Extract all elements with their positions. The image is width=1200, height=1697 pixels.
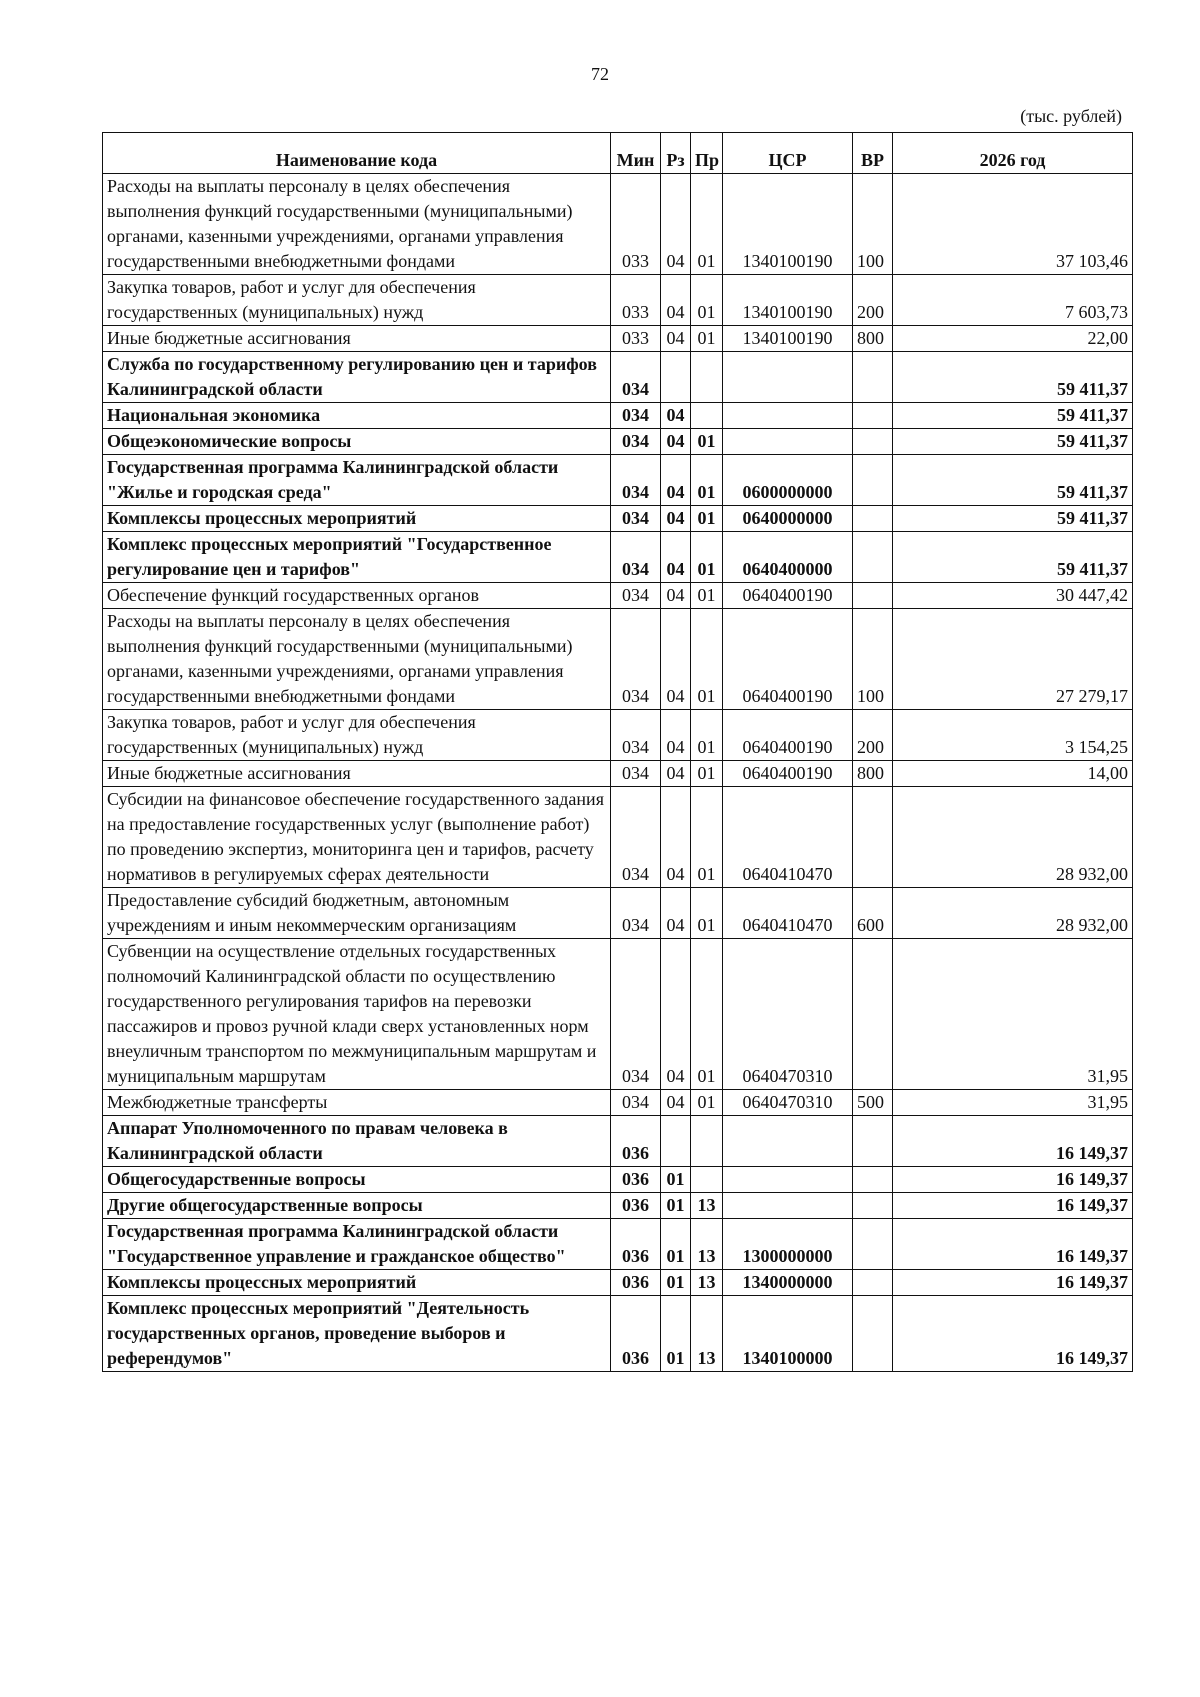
cell-name: Иные бюджетные ассигнования (103, 761, 611, 787)
table-row (103, 787, 1133, 888)
cell-pr: 01 (691, 761, 723, 787)
cell-min: 033 (611, 275, 661, 326)
cell-amount: 37 103,46 (893, 174, 1133, 275)
table-row (103, 1116, 1133, 1167)
cell-amount: 14,00 (893, 761, 1133, 787)
cell-min: 036 (611, 1167, 661, 1193)
cell-amount: 59 411,37 (893, 532, 1133, 583)
cell-pr: 01 (691, 275, 723, 326)
cell-pr: 13 (691, 1270, 723, 1296)
cell-vr (853, 1219, 893, 1270)
cell-vr: 100 (853, 174, 893, 275)
cell-pr: 13 (691, 1219, 723, 1270)
cell-vr (853, 455, 893, 506)
cell-csr (723, 429, 853, 455)
cell-amount: 59 411,37 (893, 506, 1133, 532)
cell-name: Государственная программа Калининградской области "Жилье и городская среда" (103, 455, 611, 506)
cell-pr: 13 (691, 1193, 723, 1219)
table-body (103, 174, 1133, 1372)
cell-name: Национальная экономика (103, 403, 611, 429)
table-row (103, 1193, 1133, 1219)
cell-rz: 04 (661, 583, 691, 609)
cell-vr: 600 (853, 888, 893, 939)
cell-amount: 16 149,37 (893, 1270, 1133, 1296)
cell-amount: 31,95 (893, 1090, 1133, 1116)
cell-vr: 800 (853, 761, 893, 787)
units-label: (тыс. рублей) (1020, 106, 1122, 126)
table-row (103, 1090, 1133, 1116)
table-row (103, 403, 1133, 429)
budget-table (102, 132, 1133, 1372)
cell-csr (723, 1167, 853, 1193)
cell-vr: 200 (853, 275, 893, 326)
cell-vr (853, 1193, 893, 1219)
table-row (103, 609, 1133, 710)
cell-amount: 30 447,42 (893, 583, 1133, 609)
cell-vr (853, 583, 893, 609)
cell-pr: 01 (691, 710, 723, 761)
cell-name: Межбюджетные трансферты (103, 1090, 611, 1116)
cell-pr: 01 (691, 455, 723, 506)
cell-pr (691, 1116, 723, 1167)
cell-csr: 0640400190 (723, 761, 853, 787)
cell-rz: 01 (661, 1296, 691, 1372)
cell-pr (691, 1167, 723, 1193)
table-row (103, 1167, 1133, 1193)
cell-min: 034 (611, 455, 661, 506)
cell-amount: 7 603,73 (893, 275, 1133, 326)
cell-rz (661, 352, 691, 403)
cell-rz: 04 (661, 532, 691, 583)
cell-csr: 0640000000 (723, 506, 853, 532)
cell-csr: 0640410470 (723, 787, 853, 888)
cell-csr (723, 1116, 853, 1167)
table-row (103, 506, 1133, 532)
table-row (103, 1296, 1133, 1372)
cell-vr (853, 1270, 893, 1296)
cell-amount: 31,95 (893, 939, 1133, 1090)
table-row (103, 455, 1133, 506)
col-header-year: 2026 год (893, 133, 1133, 174)
table-row (103, 583, 1133, 609)
cell-min: 036 (611, 1270, 661, 1296)
cell-csr: 1300000000 (723, 1219, 853, 1270)
cell-min: 034 (611, 1090, 661, 1116)
cell-vr: 100 (853, 609, 893, 710)
cell-name: Аппарат Уполномоченного по правам человека в Калининградской области (103, 1116, 611, 1167)
cell-name: Комплексы процессных мероприятий (103, 506, 611, 532)
cell-vr: 800 (853, 326, 893, 352)
cell-rz: 01 (661, 1270, 691, 1296)
cell-vr: 200 (853, 710, 893, 761)
cell-rz: 04 (661, 761, 691, 787)
cell-pr: 01 (691, 787, 723, 888)
table-row (103, 352, 1133, 403)
cell-rz: 04 (661, 275, 691, 326)
cell-min: 033 (611, 326, 661, 352)
cell-rz: 04 (661, 174, 691, 275)
cell-name: Предоставление субсидий бюджетным, автономным учреждениям и иным некоммерческим организациям (103, 888, 611, 939)
cell-csr (723, 403, 853, 429)
cell-min: 034 (611, 710, 661, 761)
cell-name: Закупка товаров, работ и услуг для обеспечения государственных (муниципальных) нужд (103, 710, 611, 761)
cell-amount: 16 149,37 (893, 1219, 1133, 1270)
cell-amount: 27 279,17 (893, 609, 1133, 710)
cell-pr (691, 352, 723, 403)
cell-vr (853, 532, 893, 583)
cell-min: 034 (611, 939, 661, 1090)
cell-rz: 04 (661, 506, 691, 532)
cell-rz: 04 (661, 888, 691, 939)
cell-name: Субвенции на осуществление отдельных государственных полномочий Калининградской области по осуществлению государственного регулирования тарифов на перевозки пассажиров и провоз ручной клади сверх установленных норм внеуличным транспортом по межмуниципальным маршрутам и муниципальным маршрутам (103, 939, 611, 1090)
cell-amount: 59 411,37 (893, 455, 1133, 506)
cell-pr: 13 (691, 1296, 723, 1372)
cell-csr: 1340100190 (723, 275, 853, 326)
table-row (103, 710, 1133, 761)
cell-min: 036 (611, 1116, 661, 1167)
table-row (103, 174, 1133, 275)
cell-pr (691, 403, 723, 429)
cell-rz: 04 (661, 939, 691, 1090)
cell-vr (853, 1116, 893, 1167)
cell-csr (723, 1193, 853, 1219)
cell-min: 034 (611, 403, 661, 429)
cell-rz: 04 (661, 710, 691, 761)
cell-csr: 0600000000 (723, 455, 853, 506)
cell-min: 034 (611, 429, 661, 455)
cell-pr: 01 (691, 1090, 723, 1116)
cell-pr: 01 (691, 609, 723, 710)
cell-vr (853, 1167, 893, 1193)
table-header-row (103, 133, 1133, 174)
cell-name: Расходы на выплаты персоналу в целях обеспечения выполнения функций государственными (муниципальными) органами, казенными учреждениями, органами управления государственными внебюджетными фондами (103, 609, 611, 710)
cell-rz: 04 (661, 1090, 691, 1116)
cell-pr: 01 (691, 583, 723, 609)
cell-amount: 59 411,37 (893, 429, 1133, 455)
cell-csr (723, 352, 853, 403)
cell-vr (853, 429, 893, 455)
table-row (103, 1219, 1133, 1270)
cell-min: 033 (611, 174, 661, 275)
cell-min: 036 (611, 1219, 661, 1270)
table-row (103, 888, 1133, 939)
cell-amount: 59 411,37 (893, 352, 1133, 403)
cell-csr: 0640470310 (723, 1090, 853, 1116)
cell-csr: 0640400190 (723, 710, 853, 761)
cell-amount: 16 149,37 (893, 1296, 1133, 1372)
cell-name: Комплексы процессных мероприятий (103, 1270, 611, 1296)
cell-pr: 01 (691, 532, 723, 583)
cell-amount: 28 932,00 (893, 888, 1133, 939)
cell-rz (661, 1116, 691, 1167)
cell-name: Общегосударственные вопросы (103, 1167, 611, 1193)
cell-name: Комплекс процессных мероприятий "Государственное регулирование цен и тарифов" (103, 532, 611, 583)
col-header-vr: ВР (853, 133, 893, 174)
cell-name: Государственная программа Калининградской области "Государственное управление и гражданское общество" (103, 1219, 611, 1270)
cell-name: Закупка товаров, работ и услуг для обеспечения государственных (муниципальных) нужд (103, 275, 611, 326)
cell-pr: 01 (691, 174, 723, 275)
cell-name: Иные бюджетные ассигнования (103, 326, 611, 352)
cell-vr (853, 939, 893, 1090)
cell-vr (853, 403, 893, 429)
table-row (103, 939, 1133, 1090)
cell-rz: 04 (661, 403, 691, 429)
cell-amount: 16 149,37 (893, 1193, 1133, 1219)
cell-csr: 0640470310 (723, 939, 853, 1090)
cell-name: Субсидии на финансовое обеспечение государственного задания на предоставление государственных услуг (выполнение работ) по проведению экспертиз, мониторинга цен и тарифов, расчету нормативов в регулируемых сферах деятельности (103, 787, 611, 888)
cell-min: 034 (611, 888, 661, 939)
cell-min: 034 (611, 352, 661, 403)
cell-csr: 0640400190 (723, 583, 853, 609)
cell-name: Общеэкономические вопросы (103, 429, 611, 455)
cell-vr (853, 1296, 893, 1372)
cell-min: 034 (611, 609, 661, 710)
table-row (103, 429, 1133, 455)
cell-min: 034 (611, 506, 661, 532)
cell-csr: 1340100190 (723, 326, 853, 352)
cell-rz: 04 (661, 787, 691, 888)
col-header-rz: Рз (661, 133, 691, 174)
cell-pr: 01 (691, 939, 723, 1090)
cell-min: 036 (611, 1296, 661, 1372)
cell-rz: 04 (661, 326, 691, 352)
col-header-min: Мин (611, 133, 661, 174)
cell-csr: 0640400000 (723, 532, 853, 583)
cell-min: 036 (611, 1193, 661, 1219)
cell-amount: 16 149,37 (893, 1116, 1133, 1167)
cell-amount: 28 932,00 (893, 787, 1133, 888)
table-row (103, 1270, 1133, 1296)
cell-amount: 22,00 (893, 326, 1133, 352)
cell-amount: 59 411,37 (893, 403, 1133, 429)
cell-amount: 16 149,37 (893, 1167, 1133, 1193)
cell-pr: 01 (691, 326, 723, 352)
cell-vr (853, 506, 893, 532)
cell-name: Другие общегосударственные вопросы (103, 1193, 611, 1219)
page-number: 72 (591, 64, 609, 84)
cell-csr: 0640410470 (723, 888, 853, 939)
cell-name: Служба по государственному регулированию цен и тарифов Калининградской области (103, 352, 611, 403)
cell-rz: 04 (661, 429, 691, 455)
cell-csr: 1340000000 (723, 1270, 853, 1296)
cell-rz: 04 (661, 455, 691, 506)
table-row (103, 326, 1133, 352)
cell-rz: 01 (661, 1219, 691, 1270)
cell-name: Обеспечение функций государственных органов (103, 583, 611, 609)
col-header-pr: Пр (691, 133, 723, 174)
cell-rz: 01 (661, 1193, 691, 1219)
cell-pr: 01 (691, 888, 723, 939)
cell-name: Комплекс процессных мероприятий "Деятельность государственных органов, проведение выборов и референдумов" (103, 1296, 611, 1372)
table-row (103, 761, 1133, 787)
cell-min: 034 (611, 583, 661, 609)
cell-pr: 01 (691, 506, 723, 532)
cell-name: Расходы на выплаты персоналу в целях обеспечения выполнения функций государственными (муниципальными) органами, казенными учреждениями, органами управления государственными внебюджетными фондами (103, 174, 611, 275)
cell-min: 034 (611, 532, 661, 583)
cell-csr: 1340100000 (723, 1296, 853, 1372)
cell-csr: 0640400190 (723, 609, 853, 710)
cell-min: 034 (611, 787, 661, 888)
cell-min: 034 (611, 761, 661, 787)
cell-vr: 500 (853, 1090, 893, 1116)
table-row (103, 275, 1133, 326)
cell-vr (853, 352, 893, 403)
cell-vr (853, 787, 893, 888)
col-header-csr: ЦСР (723, 133, 853, 174)
cell-csr: 1340100190 (723, 174, 853, 275)
cell-pr: 01 (691, 429, 723, 455)
col-header-name: Наименование кода (103, 133, 611, 174)
cell-rz: 04 (661, 609, 691, 710)
cell-rz: 01 (661, 1167, 691, 1193)
cell-amount: 3 154,25 (893, 710, 1133, 761)
table-row (103, 532, 1133, 583)
